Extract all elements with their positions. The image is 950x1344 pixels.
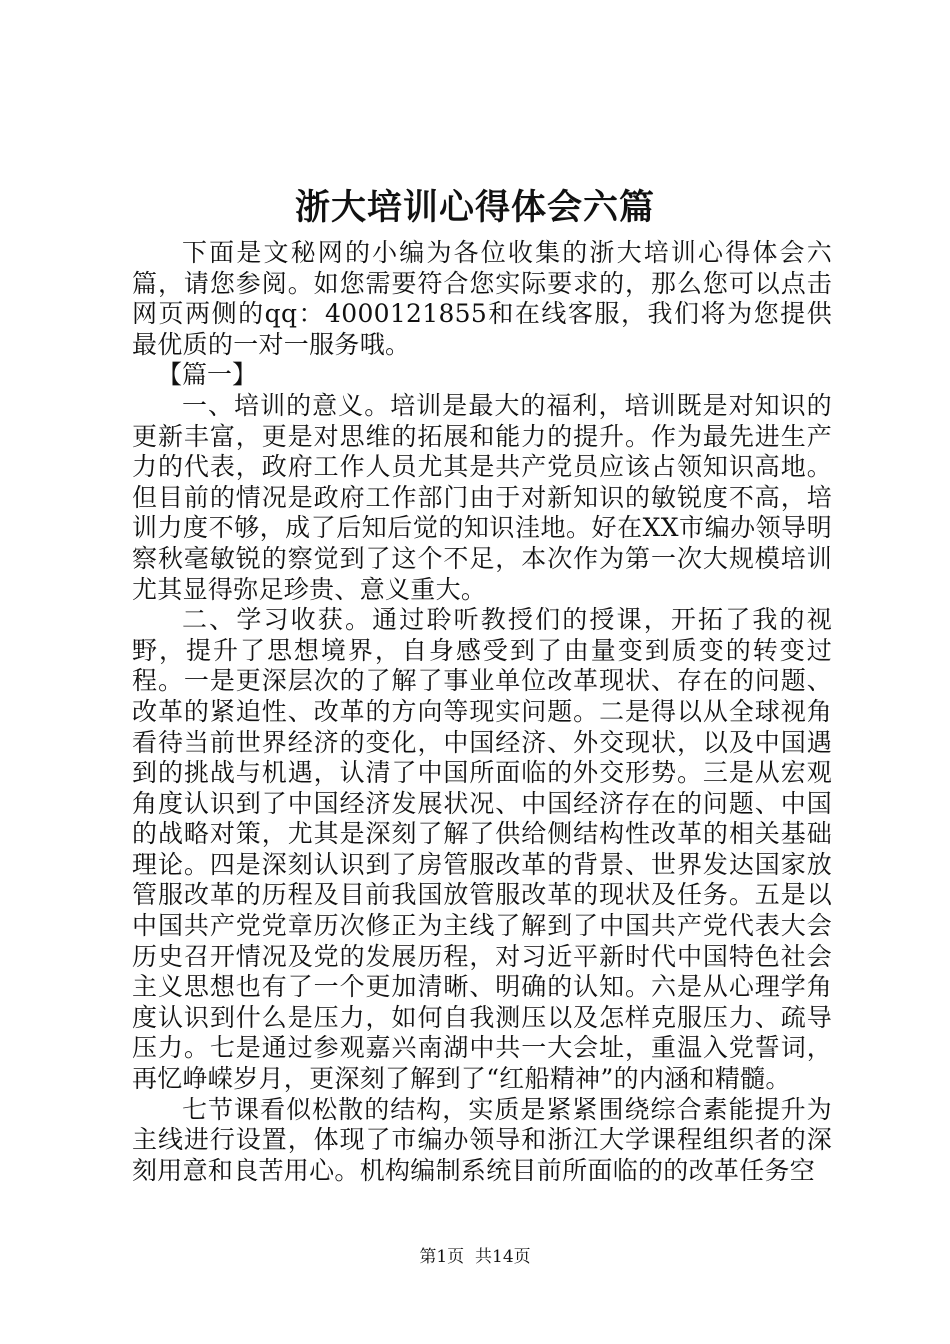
document-body bbox=[132, 238, 832, 1186]
page-number: 第1页 bbox=[419, 1247, 465, 1267]
section-heading: 【篇一】 bbox=[157, 360, 258, 390]
body-paragraph-3: 七节课看似松散的结构，实质是紧紧围绕综合素能提升为主线进行设置，体现了市编办领导和浙江大学课程组织者的深刻用意和良苦用心。机构编制系统目前所面临的的改革任务空 bbox=[132, 1094, 832, 1185]
body-paragraph-1: 一、培训的意义。培训是最大的福利，培训既是对知识的更新丰富，更是对思维的拓展和能力的提升。作为最先进生产力的代表，政府工作人员尤其是共产党员应该占领知识高地。但目前的情况是政府工作部门由于对新知识的敏锐度不高，培训力度不够，成了后知后觉的知识洼地。好在XX市编办领导明察秋毫敏锐的察觉到了这个不足，本次作为第一次大规模培训尤其显得弥足珍贵、意义重大。 bbox=[132, 390, 832, 604]
intro-paragraph: 下面是文秘网的小编为各位收集的浙大培训心得体会六篇，请您参阅。如您需要符合您实际要求的，那么您可以点击网页两侧的qq：4000121855和在线客服，我们将为您提供最优质的一对一服务哦。 bbox=[132, 238, 832, 359]
page-footer bbox=[0, 1245, 950, 1269]
page-total: 共14页 bbox=[475, 1247, 531, 1267]
body-paragraph-2: 二、学习收获。通过聆听教授们的授课，开拓了我的视野，提升了思想境界，自身感受到了由量变到质变的转变过程。一是更深层次的了解了事业单位改革现状、存在的问题、改革的紧迫性、改革的方向等现实问题。二是得以从全球视角看待当前世界经济的变化，中国经济、外交现状，以及中国遇到的挑战与机遇，认清了中国所面临的外交形势。三是从宏观角度认识到了中国经济发展状况、中国经济存在的问题、中国的战略对策，尤其是深刻了解了供给侧结构性改革的相关基础理论。四是深刻认识到了房管服改革的背景、世界发达国家放管服改革的历程及目前我国放管服改革的现状及任务。五是以中国共产党党章历次修正为主线了解到了中国共产党代表大会历史召开情况及党的发展历程，对习近平新时代中国特色社会主义思想也有了一个更加清晰、明确的认知。六是从心理学角度认识到什么是压力，如何自我测压以及怎样克服压力、疏导压力。七是通过参观嘉兴南湖中共一大会址，重温入党誓词，再忆峥嵘岁月，更深刻了解到了“红船精神”的内涵和精髓。 bbox=[132, 605, 832, 1094]
document-title: 浙大培训心得体会六篇 bbox=[294, 187, 655, 228]
